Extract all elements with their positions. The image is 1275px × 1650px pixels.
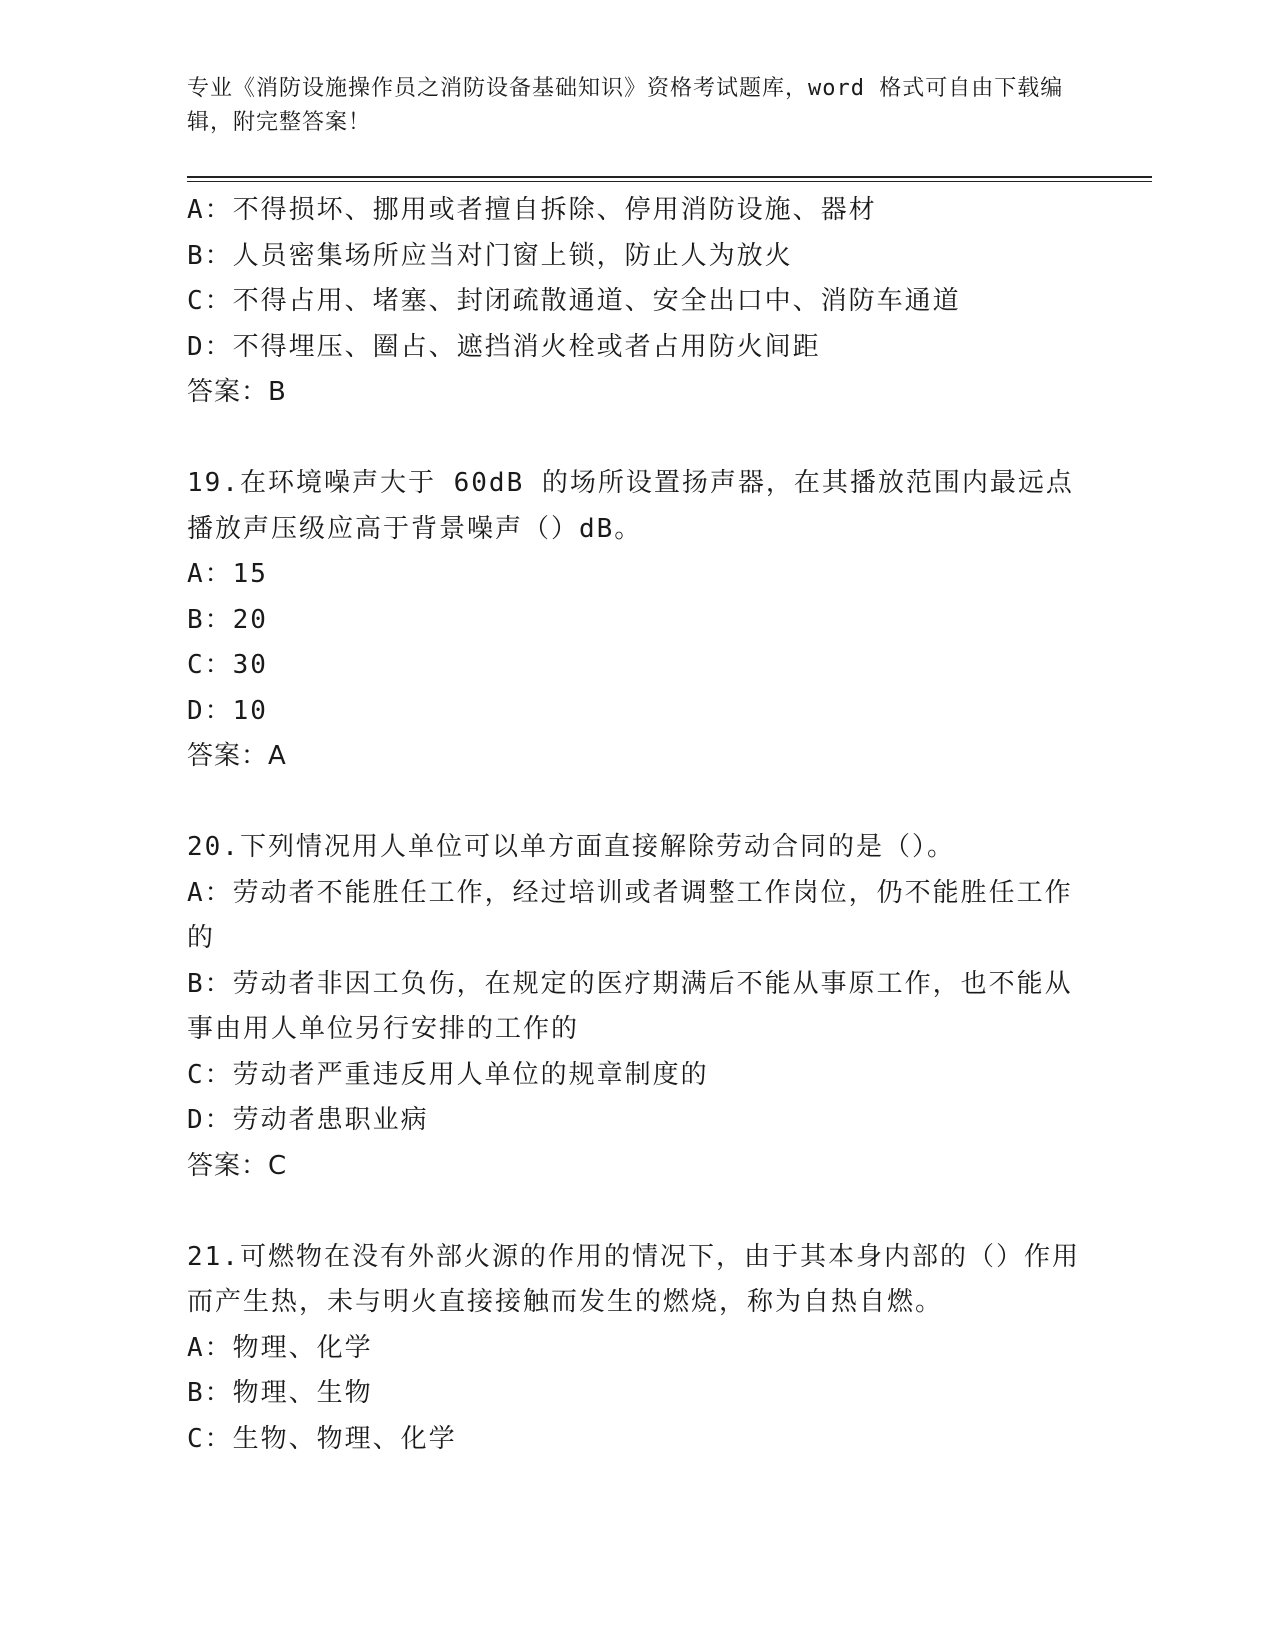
option-d: D：劳动者患职业病 [187,1105,429,1135]
header-divider [187,176,1152,178]
question-stem: 21.可燃物在没有外部火源的作用的情况下，由于其本身内部的（）作用而产生热，未与明火直接接触而发生的燃烧，称为自热自燃。 [187,1241,1080,1317]
option-c: C：生物、物理、化学 [187,1423,457,1454]
option-d: D：不得埋压、圈占、遮挡消火栓或者占用防火间距 [187,331,821,362]
option-a: A：不得损坏、挪用或者擅自拆除、停用消防设施、器材 [187,195,877,225]
option-a: A：15 [187,559,268,589]
spacer [187,1189,1087,1235]
question-19 [187,461,1087,780]
option-d: D：10 [187,695,268,726]
option-c: C：30 [187,650,268,680]
option-b: B：人员密集场所应当对门窗上锁，防止人为放火 [187,240,793,271]
option-a: A：劳动者不能胜任工作，经过培训或者调整工作岗位，仍不能胜任工作的 [187,877,1073,953]
spacer [187,416,1087,462]
document-header: 专业《消防设施操作员之消防设备基础知识》资格考试题库，word 格式可自由下载编辑，附完整答案！ [187,76,1064,135]
answer-label: 答案：C [187,1150,288,1181]
option-c: C：劳动者严重违反用人单位的规章制度的 [187,1059,709,1090]
option-b: B：劳动者非因工负伤，在规定的医疗期满后不能从事原工作，也不能从事由用人单位另行安排的工作的 [187,968,1073,1044]
question-21 [187,1235,1087,1463]
question-list [187,188,1087,1462]
question-stem: 19.在环境噪声大于 60dB 的场所设置扬声器，在其播放范围内最远点播放声压级应高于背景噪声（）dB。 [187,468,1074,544]
option-b: B：20 [187,604,268,635]
option-a: A：物理、化学 [187,1332,373,1363]
option-c: C：不得占用、堵塞、封闭疏散通道、安全出口中、消防车通道 [187,286,961,316]
option-b: B：物理、生物 [187,1378,373,1408]
spacer [187,780,1087,826]
header-divider-thin [187,181,1152,182]
question-18-partial [187,188,1087,416]
question-20 [187,825,1087,1189]
question-stem: 20.下列情况用人单位可以单方面直接解除劳动合同的是（）。 [187,832,955,862]
answer-label: 答案：A [187,741,287,771]
answer-label: 答案：B [187,377,287,407]
